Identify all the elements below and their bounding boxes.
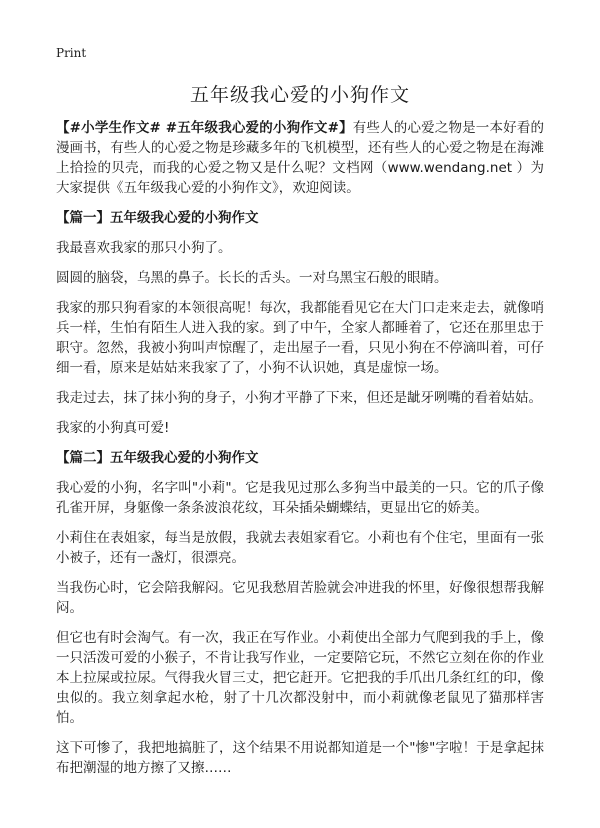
section-2-paragraph: 小莉住在表姐家，每当是放假，我就去表姐家看它。小莉也有个住宅，里面有一张小被子，还有一盏灯，很漂亮。 <box>56 530 544 566</box>
section-2-heading: 【篇二】五年级我心爱的小狗作文 <box>56 450 259 466</box>
intro-text: 有些人的心爱之物是一本好看的漫画书，有些人的心爱之物是珍藏多年的飞机模型，还有些人的心爱之物是在海滩上拾捡的贝壳，而我的心爱之物又是什么呢？文档网（www.wendang.net ）为大家提供《五年级我心爱的小狗作文》，欢迎阅读。 <box>56 120 544 196</box>
intro-tags: 【#小学生作文# #五年级我心爱的小狗作文#】 <box>56 120 353 136</box>
section-1-paragraph: 我家的小狗真可爱! <box>56 420 170 436</box>
page-title: 五年级我心爱的小狗作文 <box>189 84 410 106</box>
section-1-paragraph: 我家的那只狗看家的本领很高呢！每次，我都能看见它在大门口走来走去，就像哨兵一样，生怕有陌生人进入我的家。到了中午，全家人都睡着了，它还在那里忠于职守。忽然，我被小狗叫声惊醒了，走出屋子一看，只见小狗在不停滴叫着，可仔细一看，原来是姑姑来我家了了，小狗不认识她，真是虚惊一场。 <box>56 300 544 376</box>
section-1-paragraph: 圆圆的脑袋，乌黑的鼻子。长长的舌头。一对乌黑宝石般的眼睛。 <box>56 270 448 286</box>
section-1-paragraph: 我走过去，抹了抹小狗的身子，小狗才平静了下来，但还是龇牙咧嘴的看着姑姑。 <box>56 390 542 406</box>
article-body <box>56 118 544 788</box>
section-2-paragraph: 这下可惨了，我把地搞脏了，这个结果不用说都知道是一个"惨"字啦！于是拿起抹布把潮湿的地方擦了又擦…… <box>56 740 544 776</box>
section-2-paragraph: 当我伤心时，它会陪我解闷。它见我愁眉苦脸就会冲进我的怀里，好像很想帮我解闷。 <box>56 580 544 616</box>
section-1-heading: 【篇一】五年级我心爱的小狗作文 <box>56 210 259 226</box>
section-2-paragraph: 我心爱的小狗，名字叫"小莉"。它是我见过那么多狗当中最美的一只。它的爪子像孔雀开屏，身躯像一条条波浪花纹，耳朵插朵蝴蝶结，更显出它的娇美。 <box>56 480 544 516</box>
print-link[interactable]: Print <box>56 46 87 60</box>
intro-paragraph <box>56 118 544 198</box>
section-2-paragraph: 但它也有时会淘气。有一次，我正在写作业。小莉使出全部力气爬到我的手上，像一只活泼可爱的小猴子，不肯让我写作业，一定要陪它玩，不然它立刻在你的作业本上拉屎或拉尿。气得我火冒三丈，把它赶开。它把我的手爪出几条红红的印，像虫似的。我立刻拿起水枪，射了十几次都没射中，而小莉就像老鼠见了猫那样害怕。 <box>56 630 544 726</box>
section-1-paragraph: 我最喜欢我家的那只小狗了。 <box>56 240 232 256</box>
